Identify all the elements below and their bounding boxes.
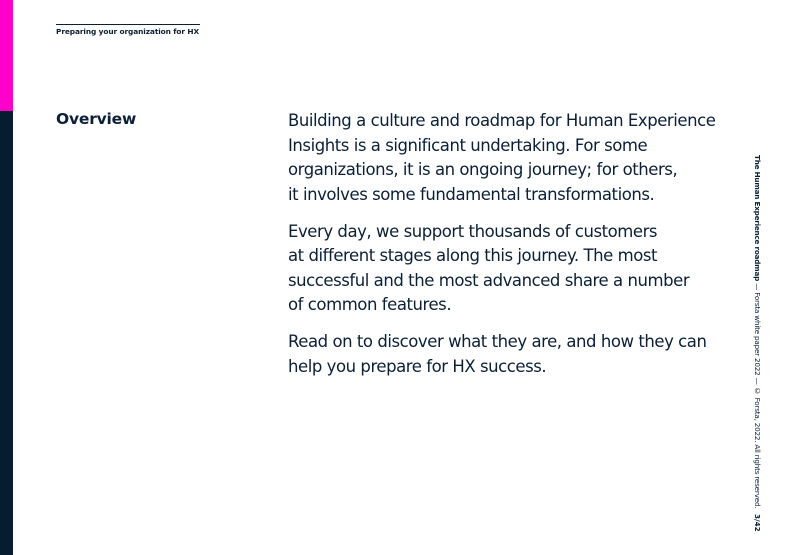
left-edge-bar [0,0,13,555]
text-line: it involves some fundamental transformations. [288,184,655,204]
section-header: Preparing your organization for HX [56,27,200,36]
text-line: at different stages along this journey. The most [288,246,658,265]
footer-credit [753,155,762,508]
text-line: Insights is a significant undertaking. For some [288,135,648,155]
footer-document-title: The Human Experience roadmap [753,155,762,282]
page-title: Overview [56,110,137,128]
text-line: Read on to discover what they are, and how they can [288,332,707,351]
body-text [288,109,738,392]
text-line: Every day, we support thousands of customers [288,221,658,241]
text-line: organizations, it is an ongoing journey; for others, [288,160,678,179]
page-number: 3/42 [753,514,762,532]
text-line: Building a culture and roadmap for Human Experience [288,111,716,130]
paragraph [288,330,738,379]
left-edge-dark [0,111,13,555]
left-edge-accent [0,0,13,111]
text-line: of common features. [288,295,452,314]
paragraph [288,109,738,207]
paragraph [288,220,738,318]
text-line: help you prepare for HX success. [288,356,547,376]
footer-copyright: — Forsta white paper 2022 — © Forsta, 2022. All rights reserved. [753,281,762,509]
header-rule [56,24,200,25]
text-line: successful and the most advanced share a number [288,270,690,290]
